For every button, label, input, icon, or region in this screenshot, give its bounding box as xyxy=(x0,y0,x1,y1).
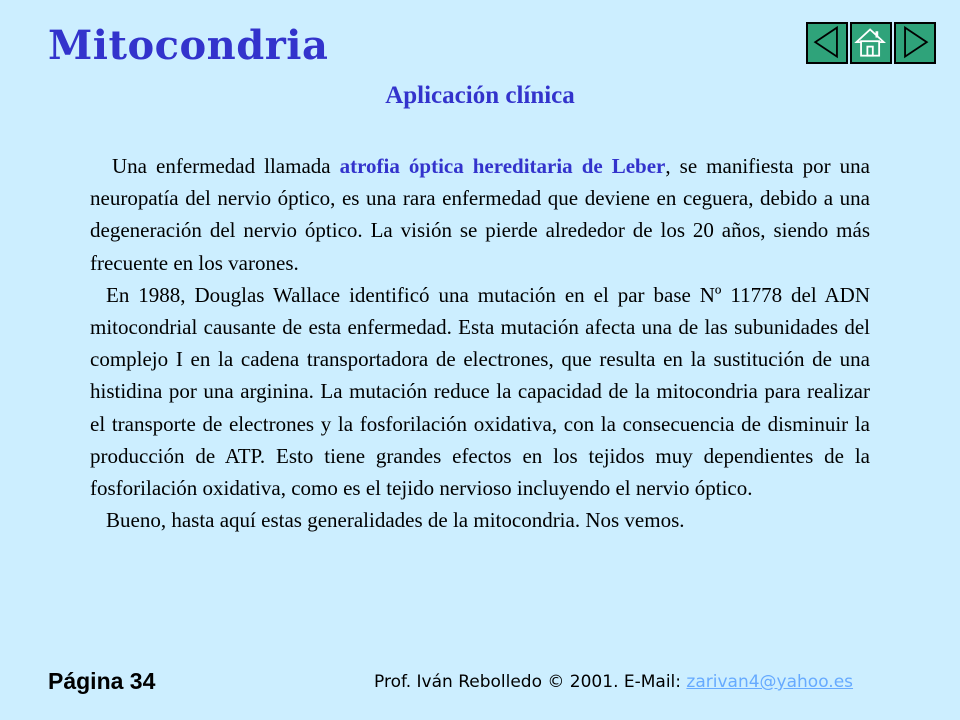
previous-button[interactable] xyxy=(806,22,848,64)
page-number: Página 34 xyxy=(48,668,156,694)
credit-text: Prof. Iván Rebolledo © 2001. E-Mail: xyxy=(374,672,687,692)
paragraph-1-start: Una enfermedad llamada xyxy=(112,154,340,178)
paragraph-2: En 1988, Douglas Wallace identificó una mutación en el par base Nº 11778 del ADN mitocondrial causante de esta enfermedad. Esta mutación afecta una de las subunidades del complejo I en la cadena transportadora de electrones, que resulta en la sustitución de una histidina por una arginina. La mutación reduce la capacidad de la mitocondria para realizar el transporte de electrones y la fosforilación oxidativa, con la consecuencia de disminuir la producción de ATP. Esto tiene grandes efectos en los tejidos muy dependientes de la fosforilación oxidativa, como es el tejido nervioso incluyendo el nervio óptico. xyxy=(90,282,870,501)
paragraph-1-end: , se manifiesta por una neuropatía del nervio óptico, es una rara enfermedad que deviene en ceguera, debido a una degeneración del nervio óptico. La visión se pierde alrededor de los 20 años, siendo más frecuente en los varones. xyxy=(90,154,870,275)
triangle-right-icon xyxy=(896,24,934,62)
main-text xyxy=(90,150,870,536)
home-icon xyxy=(852,24,890,62)
subtitle-text: Aplicación clínica xyxy=(385,82,575,109)
paragraph-3: Bueno, hasta aquí estas generalidades de la mitocondria. Nos vemos. xyxy=(106,508,685,533)
navigation-buttons xyxy=(806,22,936,64)
triangle-left-icon xyxy=(808,24,846,62)
home-button[interactable] xyxy=(850,22,892,64)
footer-credit xyxy=(374,672,853,692)
section-subtitle xyxy=(0,82,960,110)
paragraph-1 xyxy=(90,150,870,279)
disease-name: atrofia óptica hereditaria de Leber xyxy=(339,154,666,178)
email-link[interactable]: zarivan4@yahoo.es xyxy=(686,672,854,692)
next-button[interactable] xyxy=(894,22,936,64)
page-title: Mitocondria xyxy=(48,22,329,69)
